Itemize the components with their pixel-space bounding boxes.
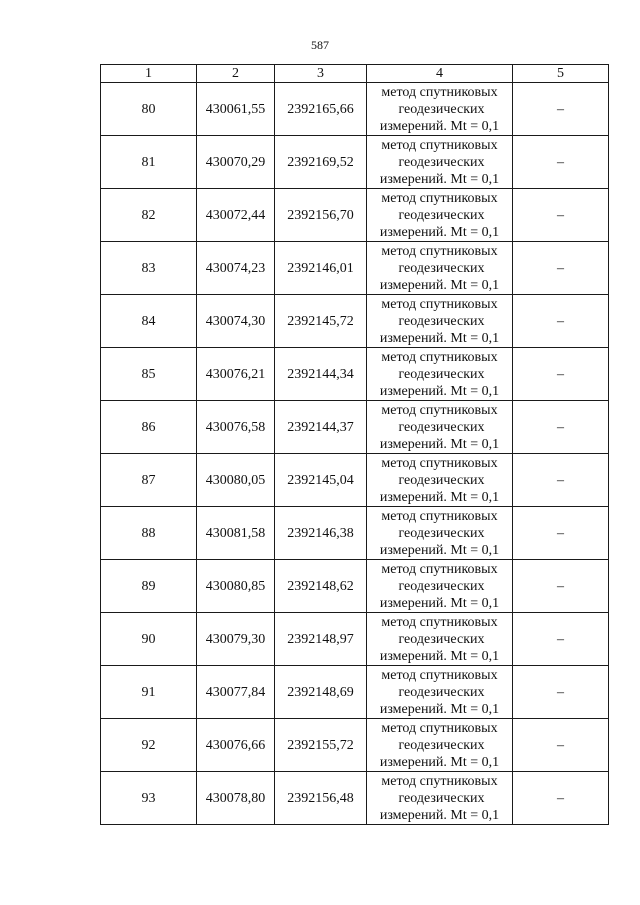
table-header	[101, 65, 609, 83]
method-line: геодезических	[398, 366, 485, 382]
x-coordinate-cell: 430076,58	[197, 401, 275, 454]
method-line: геодезических	[398, 525, 485, 541]
note-cell: –	[513, 613, 609, 666]
method-line: измерений. Mt = 0,1	[379, 118, 500, 134]
method-line: геодезических	[398, 472, 485, 488]
table-row	[101, 189, 609, 242]
method-line: измерений. Mt = 0,1	[379, 595, 500, 611]
x-coordinate-cell: 430076,21	[197, 348, 275, 401]
table-row	[101, 83, 609, 136]
point-number-cell: 90	[101, 613, 197, 666]
column-header-2: 2	[197, 65, 275, 83]
method-cell	[367, 772, 513, 825]
y-coordinate-cell: 2392146,38	[275, 507, 367, 560]
method-line: геодезических	[398, 578, 485, 594]
method-line: геодезических	[398, 631, 485, 647]
method-cell	[367, 136, 513, 189]
method-line: геодезических	[398, 313, 485, 329]
x-coordinate-cell: 430078,80	[197, 772, 275, 825]
method-line: измерений. Mt = 0,1	[379, 224, 500, 240]
x-coordinate-cell: 430079,30	[197, 613, 275, 666]
table-row	[101, 507, 609, 560]
method-line: метод спутниковых	[381, 561, 498, 577]
table-row	[101, 295, 609, 348]
table-row	[101, 348, 609, 401]
x-coordinate-cell: 430077,84	[197, 666, 275, 719]
point-number-cell: 85	[101, 348, 197, 401]
y-coordinate-cell: 2392146,01	[275, 242, 367, 295]
method-line: метод спутниковых	[381, 455, 498, 471]
method-cell	[367, 454, 513, 507]
method-line: геодезических	[398, 101, 485, 117]
method-line: геодезических	[398, 207, 485, 223]
note-cell: –	[513, 189, 609, 242]
table-row	[101, 772, 609, 825]
method-cell	[367, 348, 513, 401]
method-line: измерений. Mt = 0,1	[379, 648, 500, 664]
method-cell	[367, 83, 513, 136]
note-cell: –	[513, 772, 609, 825]
point-number-cell: 92	[101, 719, 197, 772]
method-cell	[367, 295, 513, 348]
page-number: 587	[311, 38, 329, 52]
y-coordinate-cell: 2392144,37	[275, 401, 367, 454]
point-number-cell: 84	[101, 295, 197, 348]
method-line: измерений. Mt = 0,1	[379, 436, 500, 452]
method-line: геодезических	[398, 154, 485, 170]
point-number-cell: 81	[101, 136, 197, 189]
y-coordinate-cell: 2392145,04	[275, 454, 367, 507]
y-coordinate-cell: 2392156,70	[275, 189, 367, 242]
x-coordinate-cell: 430061,55	[197, 83, 275, 136]
method-line: метод спутниковых	[381, 84, 498, 100]
table-row	[101, 613, 609, 666]
note-cell: –	[513, 401, 609, 454]
method-line: измерений. Mt = 0,1	[379, 701, 500, 717]
x-coordinate-cell: 430074,30	[197, 295, 275, 348]
point-number-cell: 86	[101, 401, 197, 454]
method-line: геодезических	[398, 737, 485, 753]
note-cell: –	[513, 560, 609, 613]
method-line: измерений. Mt = 0,1	[379, 489, 500, 505]
point-number-cell: 82	[101, 189, 197, 242]
y-coordinate-cell: 2392169,52	[275, 136, 367, 189]
method-line: измерений. Mt = 0,1	[379, 277, 500, 293]
method-cell	[367, 613, 513, 666]
method-line: измерений. Mt = 0,1	[379, 171, 500, 187]
point-number-cell: 89	[101, 560, 197, 613]
point-number-cell: 93	[101, 772, 197, 825]
note-cell: –	[513, 719, 609, 772]
point-number-cell: 83	[101, 242, 197, 295]
method-cell	[367, 401, 513, 454]
method-line: измерений. Mt = 0,1	[379, 807, 500, 823]
method-cell	[367, 560, 513, 613]
point-number-cell: 87	[101, 454, 197, 507]
x-coordinate-cell: 430070,29	[197, 136, 275, 189]
method-line: метод спутниковых	[381, 614, 498, 630]
table-row	[101, 666, 609, 719]
note-cell: –	[513, 507, 609, 560]
y-coordinate-cell: 2392148,69	[275, 666, 367, 719]
note-cell: –	[513, 83, 609, 136]
method-line: метод спутниковых	[381, 667, 498, 683]
note-cell: –	[513, 136, 609, 189]
y-coordinate-cell: 2392144,34	[275, 348, 367, 401]
method-cell	[367, 242, 513, 295]
y-coordinate-cell: 2392148,62	[275, 560, 367, 613]
method-line: метод спутниковых	[381, 349, 498, 365]
method-line: измерений. Mt = 0,1	[379, 542, 500, 558]
point-number-cell: 91	[101, 666, 197, 719]
x-coordinate-cell: 430080,05	[197, 454, 275, 507]
y-coordinate-cell: 2392145,72	[275, 295, 367, 348]
method-line: геодезических	[398, 260, 485, 276]
method-cell	[367, 189, 513, 242]
method-line: метод спутниковых	[381, 508, 498, 524]
method-line: метод спутниковых	[381, 190, 498, 206]
note-cell: –	[513, 295, 609, 348]
header-row	[101, 65, 609, 83]
method-line: метод спутниковых	[381, 720, 498, 736]
x-coordinate-cell: 430081,58	[197, 507, 275, 560]
x-coordinate-cell: 430072,44	[197, 189, 275, 242]
y-coordinate-cell: 2392148,97	[275, 613, 367, 666]
table-row	[101, 454, 609, 507]
column-header-1: 1	[101, 65, 197, 83]
method-line: метод спутниковых	[381, 296, 498, 312]
method-line: геодезических	[398, 419, 485, 435]
x-coordinate-cell: 430080,85	[197, 560, 275, 613]
method-line: метод спутниковых	[381, 773, 498, 789]
method-cell	[367, 719, 513, 772]
method-cell	[367, 666, 513, 719]
point-number-cell: 80	[101, 83, 197, 136]
method-line: метод спутниковых	[381, 137, 498, 153]
coordinates-table	[100, 64, 609, 825]
column-header-5: 5	[513, 65, 609, 83]
x-coordinate-cell: 430076,66	[197, 719, 275, 772]
x-coordinate-cell: 430074,23	[197, 242, 275, 295]
method-line: измерений. Mt = 0,1	[379, 383, 500, 399]
note-cell: –	[513, 666, 609, 719]
note-cell: –	[513, 242, 609, 295]
column-header-3: 3	[275, 65, 367, 83]
note-cell: –	[513, 348, 609, 401]
table-row	[101, 560, 609, 613]
table-row	[101, 401, 609, 454]
table-row	[101, 242, 609, 295]
method-line: измерений. Mt = 0,1	[379, 330, 500, 346]
method-cell	[367, 507, 513, 560]
method-line: геодезических	[398, 684, 485, 700]
table-row	[101, 136, 609, 189]
point-number-cell: 88	[101, 507, 197, 560]
y-coordinate-cell: 2392155,72	[275, 719, 367, 772]
table-body	[101, 83, 609, 825]
method-line: геодезических	[398, 790, 485, 806]
y-coordinate-cell: 2392156,48	[275, 772, 367, 825]
column-header-4: 4	[367, 65, 513, 83]
table-row	[101, 719, 609, 772]
y-coordinate-cell: 2392165,66	[275, 83, 367, 136]
method-line: измерений. Mt = 0,1	[379, 754, 500, 770]
method-line: метод спутниковых	[381, 243, 498, 259]
note-cell: –	[513, 454, 609, 507]
method-line: метод спутниковых	[381, 402, 498, 418]
